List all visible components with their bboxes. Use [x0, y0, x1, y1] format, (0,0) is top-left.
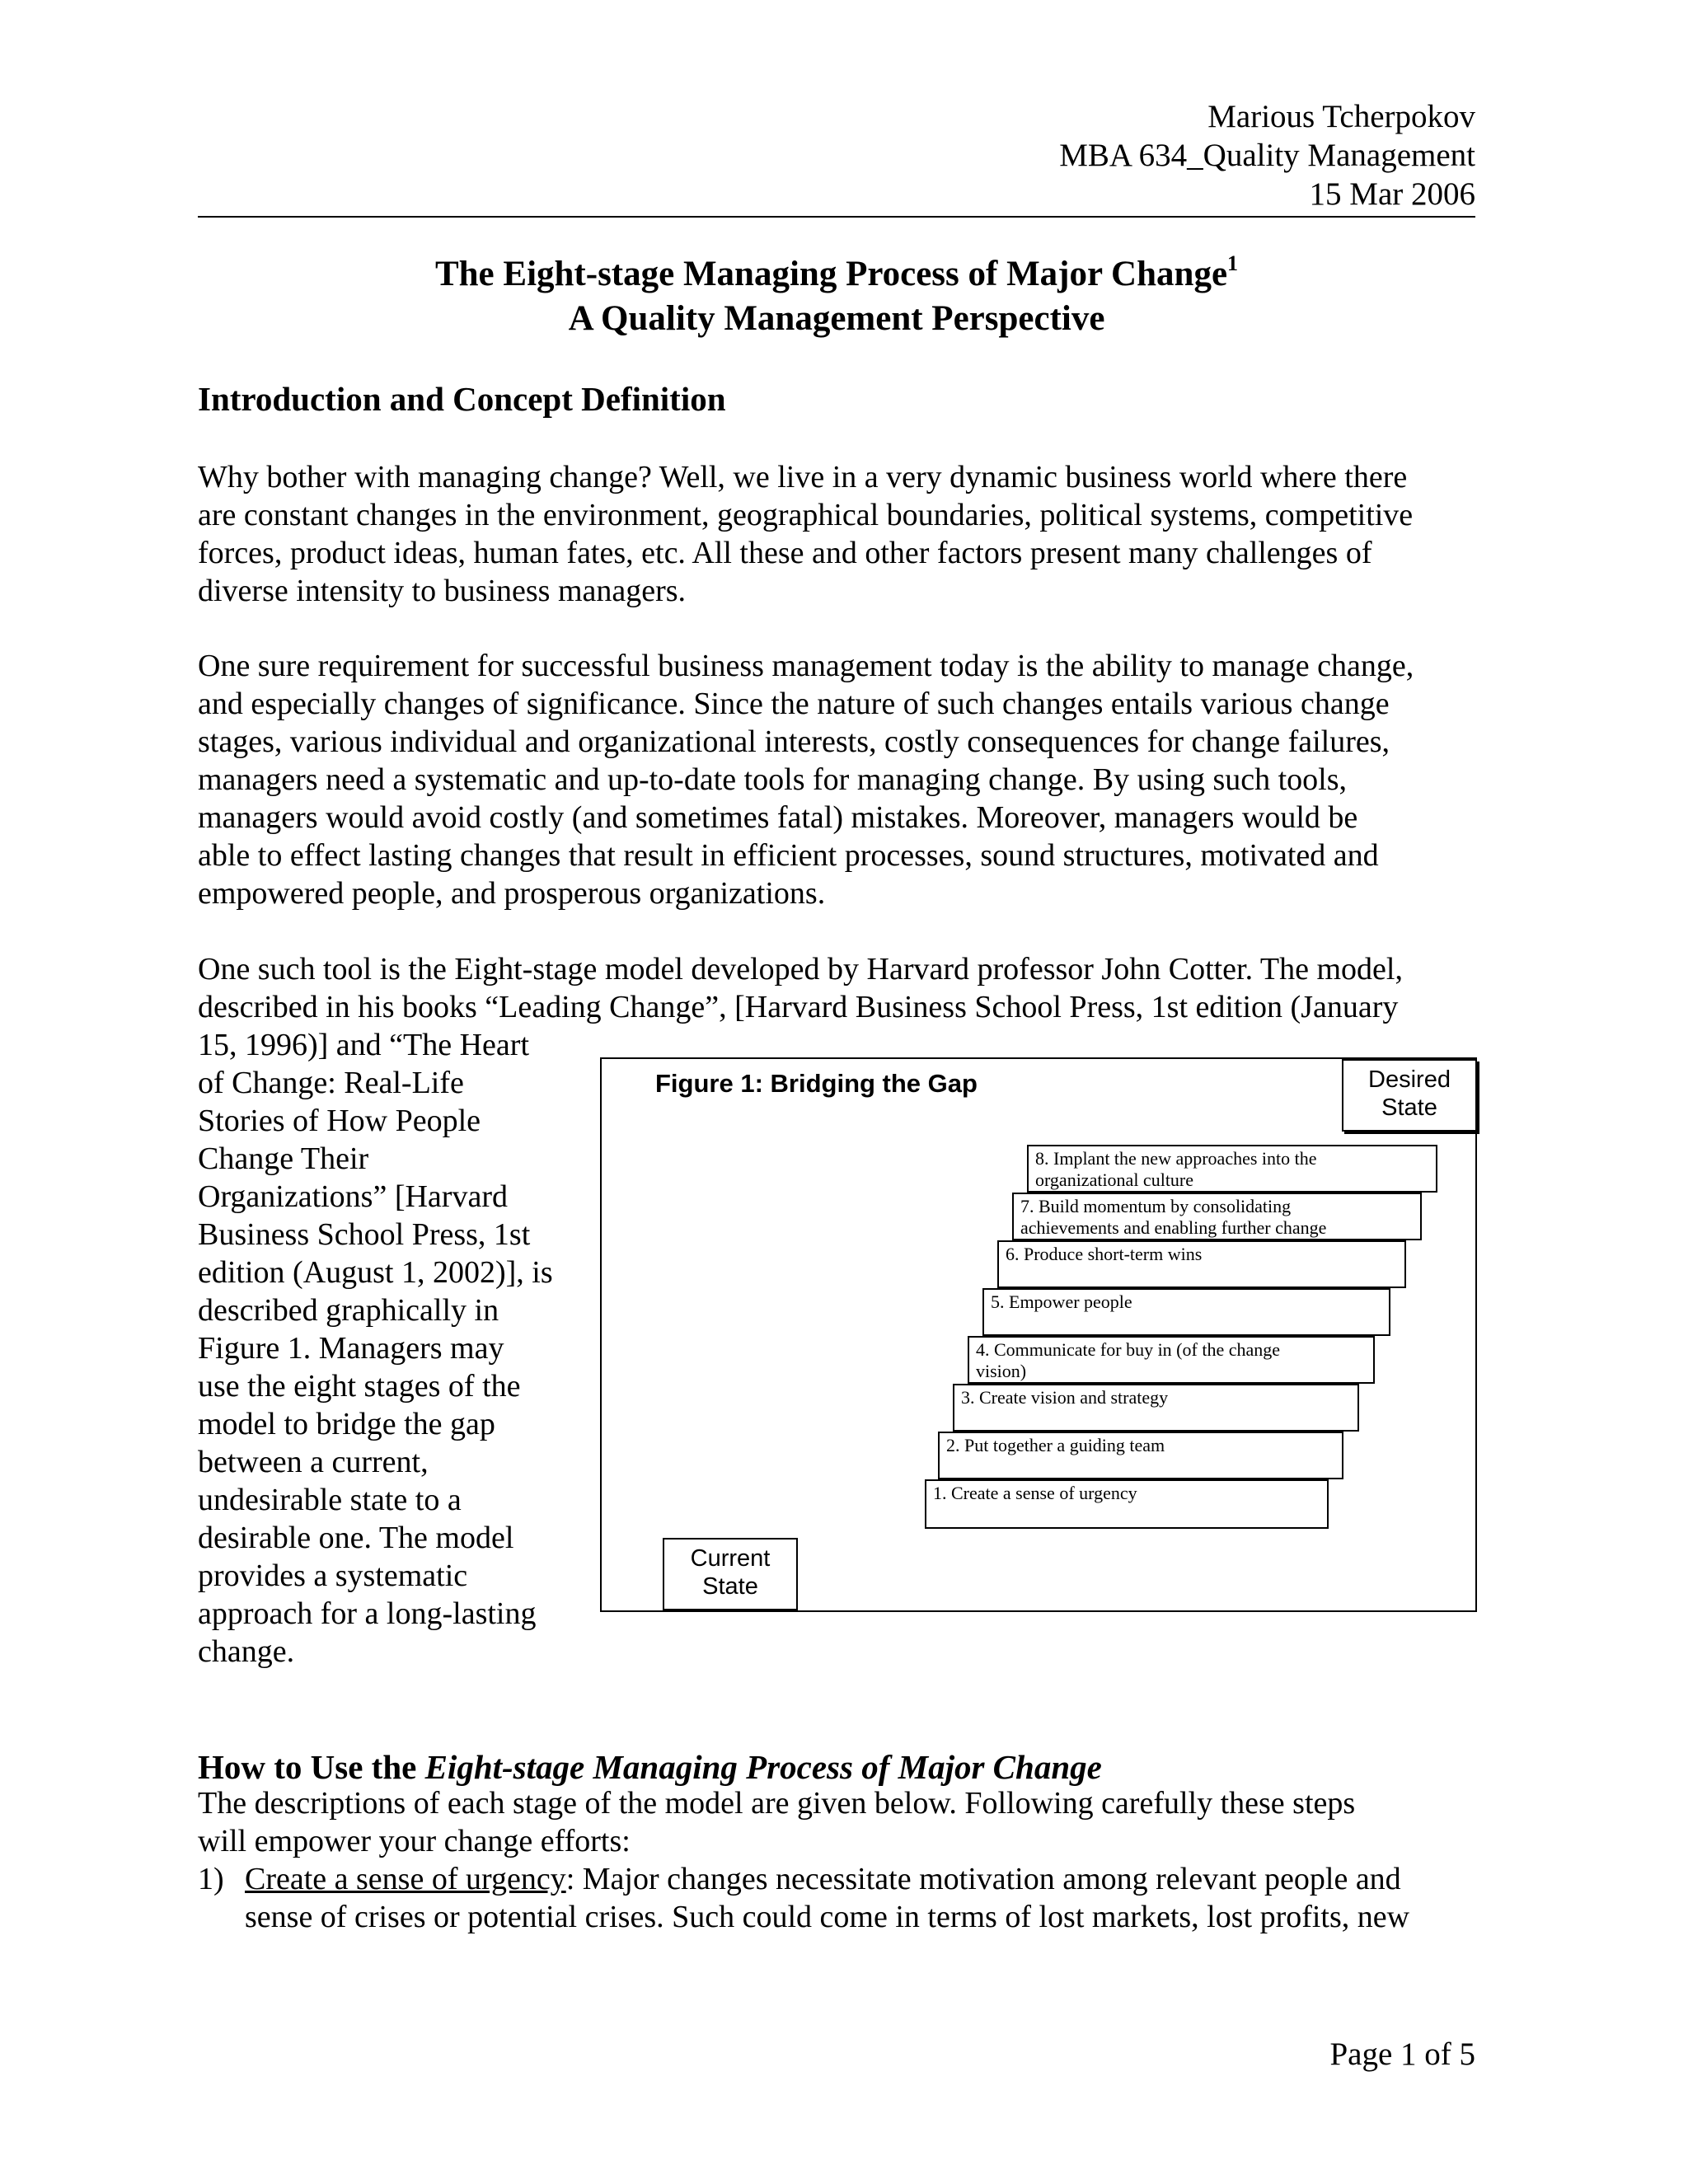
- paragraph-2: [198, 647, 1484, 912]
- stage-step-label: vision): [976, 1361, 1027, 1381]
- paragraph-line: approach for a long-lasting: [198, 1596, 537, 1631]
- document-header: [1059, 97, 1475, 213]
- howto-heading: [198, 1747, 1102, 1787]
- footnote-mark: 1: [1227, 251, 1239, 275]
- paragraph-line: Organizations” [Harvard: [198, 1179, 508, 1214]
- current-state-box: [663, 1538, 798, 1610]
- stage-step-1: [925, 1479, 1329, 1529]
- stage-step-label: 3. Create vision and strategy: [961, 1387, 1169, 1408]
- paragraph-line: model to bridge the gap: [198, 1407, 495, 1441]
- stage-step-7: [1012, 1193, 1422, 1240]
- paragraph-line: between a current,: [198, 1445, 429, 1479]
- stage-step-6: [997, 1240, 1406, 1288]
- stage-step-label: achievements and enabling further change: [1020, 1217, 1327, 1238]
- header-rule: [198, 216, 1475, 218]
- stage-step-label: organizational culture: [1035, 1169, 1194, 1190]
- course-name: MBA 634_Quality Management: [1059, 138, 1475, 173]
- paragraph-line: managers need a systematic and up-to-date tools for managing change. By using such tools,: [198, 762, 1348, 797]
- stage-step-5: [982, 1288, 1390, 1336]
- stage-step-4: [968, 1336, 1375, 1384]
- paragraph-line: Stories of How People: [198, 1104, 481, 1138]
- stage-step-label: 7. Build momentum by consolidating: [1020, 1196, 1292, 1216]
- current-state-line: Current: [690, 1545, 771, 1572]
- paragraph-line: managers would avoid costly (and sometimes fatal) mistakes. Moreover, managers would be: [198, 800, 1358, 835]
- paragraph-line: empowered people, and prosperous organizations.: [198, 876, 826, 911]
- intro-heading: Introduction and Concept Definition: [198, 380, 726, 418]
- paragraph-line: will empower your change efforts:: [198, 1824, 631, 1858]
- title-line-2: A Quality Management Perspective: [568, 299, 1105, 338]
- list-number: 1): [198, 1862, 224, 1896]
- paragraph-line: One sure requirement for successful business management today is the ability to manage change,: [198, 649, 1414, 683]
- paragraph-line: One such tool is the Eight-stage model developed by Harvard professor John Cotter. The model,: [198, 952, 1403, 987]
- paragraph-line: use the eight stages of the: [198, 1369, 521, 1404]
- paragraph-line: Figure 1. Managers may: [198, 1331, 504, 1366]
- stage-step-label: 8. Implant the new approaches into the: [1035, 1148, 1317, 1169]
- desired-state-box: [1342, 1059, 1477, 1132]
- figure-caption: Figure 1: Bridging the Gap: [655, 1069, 978, 1098]
- stage-step-label: 1. Create a sense of urgency: [933, 1483, 1137, 1503]
- stage-step-label: 6. Produce short-term wins: [1006, 1244, 1203, 1264]
- paragraph-line: edition (August 1, 2002)], is: [198, 1255, 553, 1290]
- paragraph-1: [198, 458, 1484, 610]
- paragraph-line: provides a systematic: [198, 1558, 468, 1593]
- stage-step-3: [953, 1384, 1359, 1432]
- paragraph-line: forces, product ideas, human fates, etc. All these and other factors present many challenges of: [198, 536, 1372, 570]
- paragraph-line: change.: [198, 1634, 295, 1669]
- document-title: [198, 252, 1475, 341]
- stage-step-label: 5. Empower people: [991, 1291, 1132, 1312]
- stage-step-8: [1027, 1145, 1437, 1193]
- paragraph-3-wrapped-column: [198, 1026, 585, 1671]
- title-line-1: The Eight-stage Managing Process of Major Change: [434, 255, 1228, 293]
- stage-step-label: 2. Put together a guiding team: [946, 1435, 1165, 1455]
- howto-intro: [198, 1784, 1484, 1860]
- paragraph-3: [198, 950, 1484, 1026]
- list-term: Create a sense of urgency: [245, 1862, 566, 1896]
- list-text-line: sense of crises or potential crises. Such could come in terms of lost markets, lost profits, new: [245, 1900, 1410, 1934]
- paragraph-line: stages, various individual and organizational interests, costly consequences for change failures,: [198, 724, 1390, 759]
- author-name: Marious Tcherpokov: [1207, 99, 1475, 134]
- paragraph-line: described in his books “Leading Change”, [Harvard Business School Press, 1st edition (January: [198, 990, 1399, 1024]
- paragraph-line: of Change: Real-Life: [198, 1066, 464, 1100]
- paragraph-line: Why bother with managing change? Well, we live in a very dynamic business world where there: [198, 460, 1408, 494]
- list-text: : Major changes necessitate motivation among relevant people and: [565, 1862, 1401, 1896]
- paragraph-line: desirable one. The model: [198, 1521, 514, 1555]
- stage-step-label: 4. Communicate for buy in (of the change: [976, 1339, 1281, 1360]
- paragraph-line: diverse intensity to business managers.: [198, 574, 687, 608]
- paragraph-line: Business School Press, 1st: [198, 1217, 531, 1252]
- paragraph-line: Change Their: [198, 1141, 369, 1176]
- document-date: 15 Mar 2006: [1309, 176, 1475, 212]
- paragraph-line: undesirable state to a: [198, 1483, 462, 1517]
- paragraph-line: 15, 1996)] and “The Heart: [198, 1028, 530, 1062]
- desired-state-line: Desired: [1368, 1066, 1451, 1093]
- stage-step-2: [938, 1432, 1343, 1479]
- howto-heading-italic: Eight-stage Managing Process of Major Change: [424, 1748, 1102, 1786]
- page-number: Page 1 of 5: [1329, 2036, 1475, 2072]
- paragraph-line: The descriptions of each stage of the model are given below. Following carefully these steps: [198, 1786, 1356, 1821]
- paragraph-line: are constant changes in the environment, geographical boundaries, political systems, competitive: [198, 498, 1414, 532]
- list-item-body: [245, 1860, 1481, 1936]
- paragraph-line: and especially changes of significance. Since the nature of such changes entails various change: [198, 687, 1390, 721]
- paragraph-line: able to effect lasting changes that result in efficient processes, sound structures, motivated and: [198, 838, 1379, 873]
- desired-state-line: State: [1381, 1094, 1437, 1121]
- figure-bridging-the-gap: [600, 1057, 1477, 1612]
- howto-heading-prefix: How to Use the: [198, 1748, 425, 1786]
- paragraph-line: described graphically in: [198, 1293, 499, 1328]
- current-state-line: State: [702, 1573, 758, 1600]
